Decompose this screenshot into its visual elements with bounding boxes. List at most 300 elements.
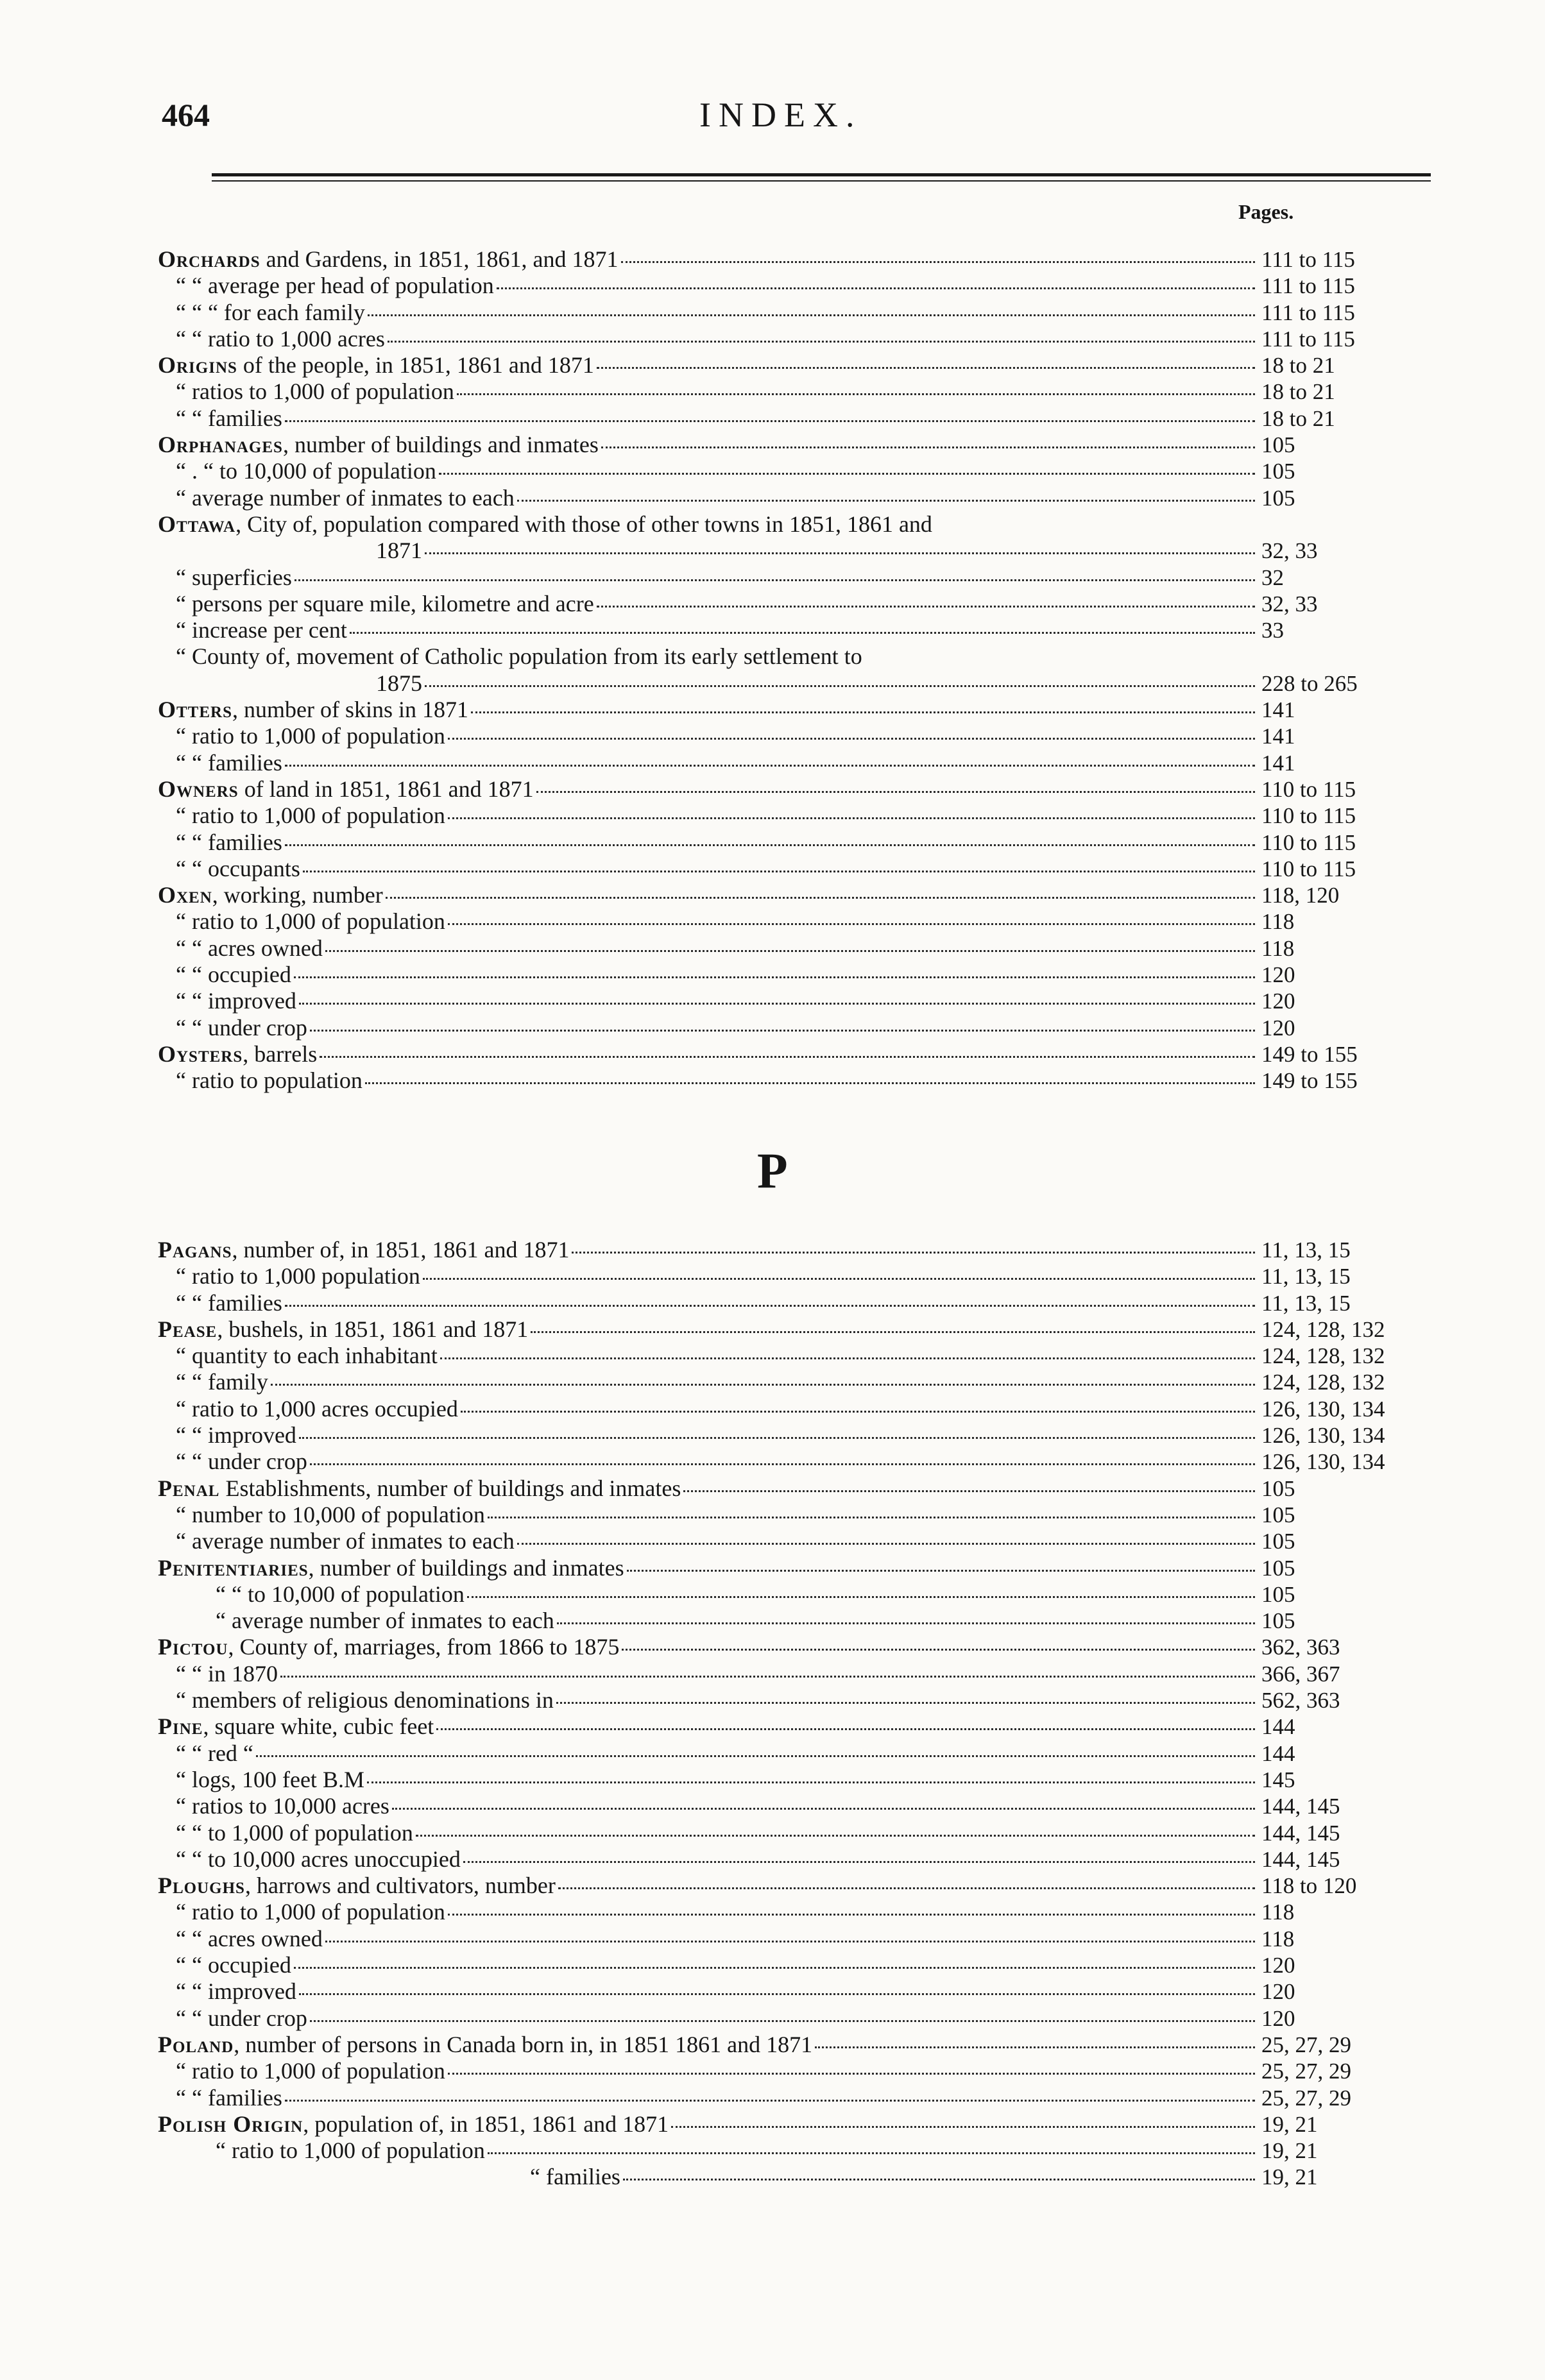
index-entry <box>158 273 1390 299</box>
entry-description: , bushels, in 1851, 1861 and 1871 <box>217 1316 529 1342</box>
dot-leader <box>303 865 1255 872</box>
index-entry <box>158 2005 1390 2032</box>
index-entry <box>158 2058 1390 2084</box>
entry-heading: Pagans <box>158 1237 232 1262</box>
entry-heading: Owners <box>158 776 239 802</box>
entry-text <box>176 1263 420 1289</box>
index-entry <box>158 2138 1390 2164</box>
entry-description: “ “ families <box>176 1289 282 1316</box>
dot-leader <box>671 2121 1255 2128</box>
entry-description: “ quantity to each inhabitant <box>176 1343 438 1369</box>
index-entry <box>158 1846 1390 1873</box>
entry-pages: 18 to 21 <box>1261 379 1335 405</box>
entry-description: “ ratio to 1,000 acres occupied <box>176 1395 458 1422</box>
entry-text <box>176 405 282 432</box>
entry-pages: 144, 145 <box>1261 1820 1340 1846</box>
dot-leader <box>320 1051 1255 1058</box>
entry-description: “ increase per cent <box>176 617 347 643</box>
index-entry <box>158 432 1390 458</box>
entry-pages: 118, 120 <box>1261 883 1340 908</box>
entry-text <box>530 2164 620 2190</box>
entry-pages: 105 <box>1261 485 1295 511</box>
index-entry <box>158 326 1390 352</box>
entry-description: “ “ under crop <box>176 1014 307 1041</box>
index-entry <box>158 1581 1390 1608</box>
entry-text <box>158 1041 317 1067</box>
entry-description: “ ratios to 1,000 of population <box>176 378 454 405</box>
index-entry <box>158 2032 1390 2058</box>
entry-pages: 33 <box>1261 618 1284 643</box>
entry-text <box>158 432 599 458</box>
entry-text <box>176 2085 282 2111</box>
entry-description: “ average number of inmates to each <box>216 1608 554 1634</box>
entry-description: , number of, in 1851, 1861 and 1871 <box>232 1237 570 1262</box>
index-section-o <box>158 246 1390 1094</box>
entry-pages: 362, 363 <box>1261 1635 1340 1660</box>
entry-description: “ “ families <box>176 2084 282 2111</box>
index-entry <box>158 565 1390 591</box>
entry-text <box>176 856 300 882</box>
entry-pages: 120 <box>1261 1015 1295 1041</box>
entry-description: “ families <box>530 2164 620 2190</box>
entry-description: “ “ to 1,000 of population <box>176 1819 413 1846</box>
index-entry <box>158 1952 1390 1978</box>
entry-description: “ “ families <box>176 829 282 855</box>
entry-description: “ . “ to 10,000 of population <box>176 458 436 484</box>
entry-description: “ ratio to 1,000 of population <box>176 723 445 749</box>
entry-text <box>176 908 445 935</box>
entry-pages: 366, 367 <box>1261 1661 1340 1687</box>
dot-leader <box>488 2147 1255 2154</box>
entry-description: , barrels <box>243 1041 318 1067</box>
index-entry <box>158 643 1390 670</box>
entry-pages: 120 <box>1261 962 1295 988</box>
entry-heading: Polish Origin <box>158 2111 303 2137</box>
entry-pages: 228 to 265 <box>1261 670 1358 696</box>
entry-text <box>158 246 619 273</box>
index-entry <box>158 1369 1390 1395</box>
entry-heading: Otters <box>158 697 232 723</box>
entry-heading: Pictou <box>158 1634 228 1660</box>
entry-pages: 120 <box>1261 1953 1295 1978</box>
index-entry <box>158 1713 1390 1740</box>
entry-pages: 120 <box>1261 1979 1295 2005</box>
entry-pages: 111 to 115 <box>1261 300 1355 325</box>
entry-description: “ “ to 10,000 acres unoccupied <box>176 1846 461 1872</box>
entry-text <box>176 643 862 670</box>
entry-text <box>158 1713 434 1740</box>
index-entry <box>158 935 1390 962</box>
index-entry <box>158 670 1390 697</box>
entry-description: “ “ ratio to 1,000 acres <box>176 325 385 352</box>
entry-description: “ “ improved <box>176 1978 296 2005</box>
entry-text <box>176 617 347 643</box>
entry-text <box>158 1555 624 1581</box>
entry-description: “ “ acres owned <box>176 1925 323 1951</box>
entry-text <box>176 565 292 591</box>
entry-description: “ “ families <box>176 749 282 776</box>
entry-pages: 32 <box>1261 565 1284 590</box>
index-entry <box>158 829 1390 856</box>
entry-text <box>176 1740 253 1767</box>
entry-heading: Ottawa <box>158 511 236 537</box>
entry-pages: 25, 27, 29 <box>1261 2085 1351 2111</box>
dot-leader <box>325 945 1255 952</box>
entry-description: “ County of, movement of Catholic population from its early settlement to <box>176 643 862 670</box>
entry-text <box>158 1316 528 1343</box>
dot-leader <box>597 600 1255 608</box>
entry-description: “ “ family <box>176 1369 268 1395</box>
index-entry <box>158 1873 1390 1899</box>
index-entry <box>158 1015 1390 1041</box>
index-entry <box>158 246 1390 273</box>
index-entry <box>158 1449 1390 1475</box>
dot-leader <box>439 468 1255 475</box>
entry-text <box>158 1634 619 1660</box>
entry-pages: 126, 130, 134 <box>1261 1396 1385 1422</box>
entry-text <box>158 1873 556 1899</box>
entry-pages: 149 to 155 <box>1261 1068 1358 1094</box>
entry-pages: 111 to 115 <box>1261 326 1355 352</box>
entry-text <box>176 935 323 962</box>
index-entry <box>158 1793 1390 1819</box>
dot-leader <box>597 362 1255 369</box>
entry-heading: Pine <box>158 1713 203 1740</box>
dot-leader <box>425 547 1255 554</box>
entry-pages: 19, 21 <box>1261 2111 1318 2137</box>
entry-text <box>158 1475 681 1502</box>
entry-description: “ “ improved <box>176 1422 296 1449</box>
entry-description: “ average number of inmates to each <box>176 484 515 511</box>
dot-leader <box>448 2068 1255 2075</box>
entry-description: 1871 <box>376 538 422 564</box>
index-entry <box>158 617 1390 643</box>
entry-text <box>176 458 436 484</box>
index-entry <box>158 803 1390 829</box>
entry-description: “ “ occupied <box>176 962 291 988</box>
entry-text <box>176 1067 363 1094</box>
entry-text <box>158 697 468 723</box>
entry-heading: Penitentiaries <box>158 1554 309 1581</box>
entry-description: “ average number of inmates to each <box>176 1528 515 1554</box>
dot-leader <box>310 2015 1255 2022</box>
dot-leader <box>285 1300 1255 1307</box>
dot-leader <box>436 1723 1255 1730</box>
entry-pages: 144 <box>1261 1714 1295 1740</box>
index-section-p <box>158 1237 1390 2191</box>
entry-pages: 124, 128, 132 <box>1261 1316 1385 1342</box>
entry-text <box>176 2005 307 2032</box>
dot-leader <box>556 1697 1255 1704</box>
index-entry <box>158 776 1390 803</box>
index-entry <box>158 405 1390 432</box>
dot-leader <box>294 574 1255 581</box>
dot-leader <box>367 1776 1255 1783</box>
entry-description: , population of, in 1851, 1861 and 1871 <box>303 2111 669 2137</box>
entry-pages: 141 <box>1261 697 1295 723</box>
entry-text <box>216 1581 465 1608</box>
index-entry <box>158 697 1390 723</box>
entry-text <box>158 352 594 378</box>
entry-pages: 19, 21 <box>1261 2138 1318 2164</box>
entry-pages: 118 <box>1261 1926 1295 1951</box>
index-entry <box>158 988 1390 1014</box>
entry-description: “ ratio to 1,000 of population <box>176 2058 445 2084</box>
dot-leader <box>294 971 1255 978</box>
entry-text <box>176 1661 278 1687</box>
entry-description: “ ratios to 10,000 acres <box>176 1793 389 1819</box>
entry-heading: Oysters <box>158 1041 243 1067</box>
index-entry <box>158 538 1390 564</box>
index-entry <box>158 882 1390 908</box>
entry-description: “ ratio to 1,000 of population <box>176 908 445 935</box>
entry-description: “ ratio to 1,000 of population <box>216 2138 485 2164</box>
entry-text <box>176 1449 307 1475</box>
entry-pages: 11, 13, 15 <box>1261 1290 1351 1316</box>
entry-text <box>176 326 385 352</box>
index-entry <box>158 591 1390 617</box>
dot-leader <box>935 523 1255 528</box>
dot-leader <box>256 1750 1255 1757</box>
entry-description: of the people, in 1851, 1861 and 1871 <box>237 352 594 378</box>
entry-heading: Orphanages <box>158 432 283 458</box>
dot-leader <box>386 892 1255 899</box>
entry-pages: 19, 21 <box>1261 2164 1318 2190</box>
header-rule-thin <box>212 180 1431 182</box>
entry-text <box>176 1926 323 1952</box>
dot-leader <box>463 1856 1255 1863</box>
entry-pages: 141 <box>1261 724 1295 749</box>
dot-leader <box>815 2041 1255 2048</box>
entry-text <box>176 1846 461 1873</box>
entry-text <box>216 1608 554 1634</box>
dot-leader <box>621 256 1255 263</box>
entry-heading: Pease <box>158 1316 218 1342</box>
index-entry <box>158 1661 1390 1687</box>
page-number: 464 <box>162 97 210 133</box>
dot-leader <box>425 680 1255 687</box>
entry-pages: 118 <box>1261 1900 1295 1925</box>
index-entry <box>158 1608 1390 1634</box>
section-letter: P <box>757 1143 788 1198</box>
entry-description: “ “ under crop <box>176 1449 307 1475</box>
entry-text <box>216 2138 485 2164</box>
dot-leader <box>488 1511 1255 1518</box>
entry-description: “ “ average per head of population <box>176 273 494 299</box>
dot-leader <box>497 282 1255 289</box>
entry-pages: 144 <box>1261 1740 1295 1766</box>
dot-leader <box>448 1908 1255 1916</box>
entry-pages: 118 <box>1261 935 1295 961</box>
index-entry <box>158 1555 1390 1581</box>
entry-pages: 144, 145 <box>1261 1794 1340 1819</box>
dot-leader <box>457 388 1255 395</box>
entry-text <box>176 962 291 988</box>
index-entry <box>158 1041 1390 1067</box>
dot-leader <box>271 1379 1255 1386</box>
dot-leader <box>440 1352 1255 1359</box>
index-entry <box>158 1926 1390 1952</box>
entry-text <box>176 1015 307 1041</box>
index-entry <box>158 1263 1390 1289</box>
dot-leader <box>350 627 1255 634</box>
entry-pages: 110 to 115 <box>1261 803 1356 829</box>
entry-pages: 105 <box>1261 1529 1295 1554</box>
entry-description: , number of skins in 1871 <box>232 697 468 723</box>
entry-text <box>176 803 445 829</box>
index-entry <box>158 1978 1390 2005</box>
entry-description: and Gardens, in 1851, 1861, and 1871 <box>260 246 619 272</box>
entry-text <box>176 1793 389 1819</box>
entry-text <box>158 776 534 803</box>
entry-heading: Penal <box>158 1475 220 1501</box>
dot-leader <box>368 309 1255 316</box>
index-entry <box>158 1634 1390 1660</box>
dot-leader <box>448 733 1255 740</box>
index-entry <box>158 511 1390 538</box>
index-entry <box>158 1899 1390 1925</box>
entry-text <box>176 1767 364 1793</box>
entry-description: , harrows and cultivators, number <box>244 1873 556 1899</box>
entry-pages: 105 <box>1261 1608 1295 1634</box>
entry-pages: 118 to 120 <box>1261 1873 1357 1899</box>
entry-text <box>158 2111 669 2138</box>
page-title: INDEX. <box>699 96 862 134</box>
entry-pages: 124, 128, 132 <box>1261 1343 1385 1369</box>
dot-leader <box>448 918 1255 925</box>
dot-leader <box>622 1644 1255 1651</box>
entry-heading: Ploughs <box>158 1873 245 1899</box>
dot-leader <box>461 1406 1255 1413</box>
header-rule-thick <box>212 173 1431 176</box>
entry-pages: 562, 363 <box>1261 1688 1340 1713</box>
entry-pages: 105 <box>1261 1555 1295 1581</box>
entry-text <box>176 300 365 326</box>
index-entry <box>158 1290 1390 1316</box>
dot-leader <box>299 998 1255 1005</box>
index-entry <box>158 378 1390 405</box>
dot-leader <box>536 786 1255 793</box>
dot-leader <box>448 812 1255 819</box>
entry-description: , City of, population compared with those of other towns in 1851, 1861 and <box>235 511 932 537</box>
entry-pages: 120 <box>1261 2005 1295 2031</box>
entry-text <box>176 1528 515 1554</box>
dot-leader <box>572 1246 1255 1254</box>
entry-description: “ number to 10,000 of population <box>176 1501 485 1527</box>
entry-pages: 25, 27, 29 <box>1261 2032 1351 2057</box>
entry-description: , number of buildings and inmates <box>308 1554 624 1581</box>
dot-leader <box>325 1935 1255 1942</box>
entry-pages: 124, 128, 132 <box>1261 1370 1385 1395</box>
entry-pages: 110 to 115 <box>1261 856 1356 881</box>
index-entry <box>158 962 1390 988</box>
entry-pages: 18 to 21 <box>1261 353 1335 378</box>
index-entry <box>158 908 1390 935</box>
index-entry <box>158 1740 1390 1767</box>
dot-leader <box>423 1273 1255 1280</box>
entry-pages: 18 to 21 <box>1261 405 1335 431</box>
entry-description: “ ratio to 1,000 population <box>176 1263 420 1289</box>
entry-text <box>176 591 594 617</box>
entry-description: “ “ acres owned <box>176 935 323 961</box>
entry-description: “ “ improved <box>176 988 296 1014</box>
entry-description: Establishments, number of buildings and inmates <box>219 1475 681 1501</box>
entry-text <box>158 2032 812 2058</box>
entry-text <box>176 1343 438 1369</box>
pages-column-heading: Pages. <box>1238 200 1294 223</box>
dot-leader <box>683 1485 1255 1492</box>
entry-text <box>376 538 422 564</box>
entry-text <box>176 1978 296 2005</box>
index-entry <box>158 1820 1390 1846</box>
entry-description: “ “ “ for each family <box>176 299 365 325</box>
entry-text <box>176 2058 445 2084</box>
index-entry <box>158 856 1390 882</box>
index-entry <box>158 1396 1390 1422</box>
entry-description: of land in 1851, 1861 and 1871 <box>238 776 534 802</box>
index-entry <box>158 1687 1390 1713</box>
entry-description: “ ratio to 1,000 of population <box>176 803 445 829</box>
entry-pages: 141 <box>1261 750 1295 776</box>
entry-pages: 145 <box>1261 1767 1295 1792</box>
entry-text <box>176 1899 445 1925</box>
entry-text <box>176 1502 485 1528</box>
index-entry <box>158 1422 1390 1449</box>
entry-description: “ “ to 10,000 of population <box>216 1581 465 1607</box>
dot-leader <box>280 1670 1255 1678</box>
entry-text <box>176 750 282 776</box>
entry-pages: 11, 13, 15 <box>1261 1264 1351 1289</box>
entry-text <box>176 829 282 856</box>
entry-pages: 126, 130, 134 <box>1261 1423 1385 1449</box>
dot-leader <box>558 1882 1255 1889</box>
entry-pages: 105 <box>1261 1581 1295 1607</box>
entry-pages: 32, 33 <box>1261 591 1318 616</box>
entry-text <box>176 723 445 749</box>
dot-leader <box>285 2095 1255 2102</box>
entry-pages: 144, 145 <box>1261 1846 1340 1872</box>
index-entry <box>158 723 1390 749</box>
dot-leader <box>294 1962 1255 1969</box>
entry-pages: 105 <box>1261 1502 1295 1527</box>
entry-text <box>176 1687 554 1713</box>
entry-description: “ ratio to population <box>176 1067 363 1094</box>
entry-text <box>176 378 454 405</box>
entry-text <box>376 670 422 697</box>
index-entry <box>158 1067 1390 1094</box>
dot-leader <box>285 839 1255 846</box>
dot-leader <box>388 336 1255 343</box>
entry-description: “ “ under crop <box>176 2005 307 2031</box>
index-entry <box>158 1475 1390 1502</box>
entry-description: “ superficies <box>176 564 292 590</box>
dot-leader <box>517 1538 1255 1545</box>
entry-heading: Oxen <box>158 882 212 908</box>
dot-leader <box>310 1458 1255 1465</box>
entry-description: “ “ in 1870 <box>176 1660 278 1687</box>
entry-pages: 105 <box>1261 1475 1295 1501</box>
dot-leader <box>517 495 1255 502</box>
index-entry <box>158 458 1390 484</box>
dot-leader <box>531 1326 1255 1333</box>
entry-description: “ “ red “ <box>176 1740 253 1766</box>
dot-leader <box>557 1617 1255 1624</box>
index-entry <box>158 352 1390 378</box>
entry-pages: 110 to 115 <box>1261 776 1356 802</box>
entry-description: , number of persons in Canada born in, in 1851 1861 and 1871 <box>234 2031 813 2057</box>
entry-pages: 105 <box>1261 432 1295 458</box>
entry-description: , square white, cubic feet <box>203 1713 434 1740</box>
